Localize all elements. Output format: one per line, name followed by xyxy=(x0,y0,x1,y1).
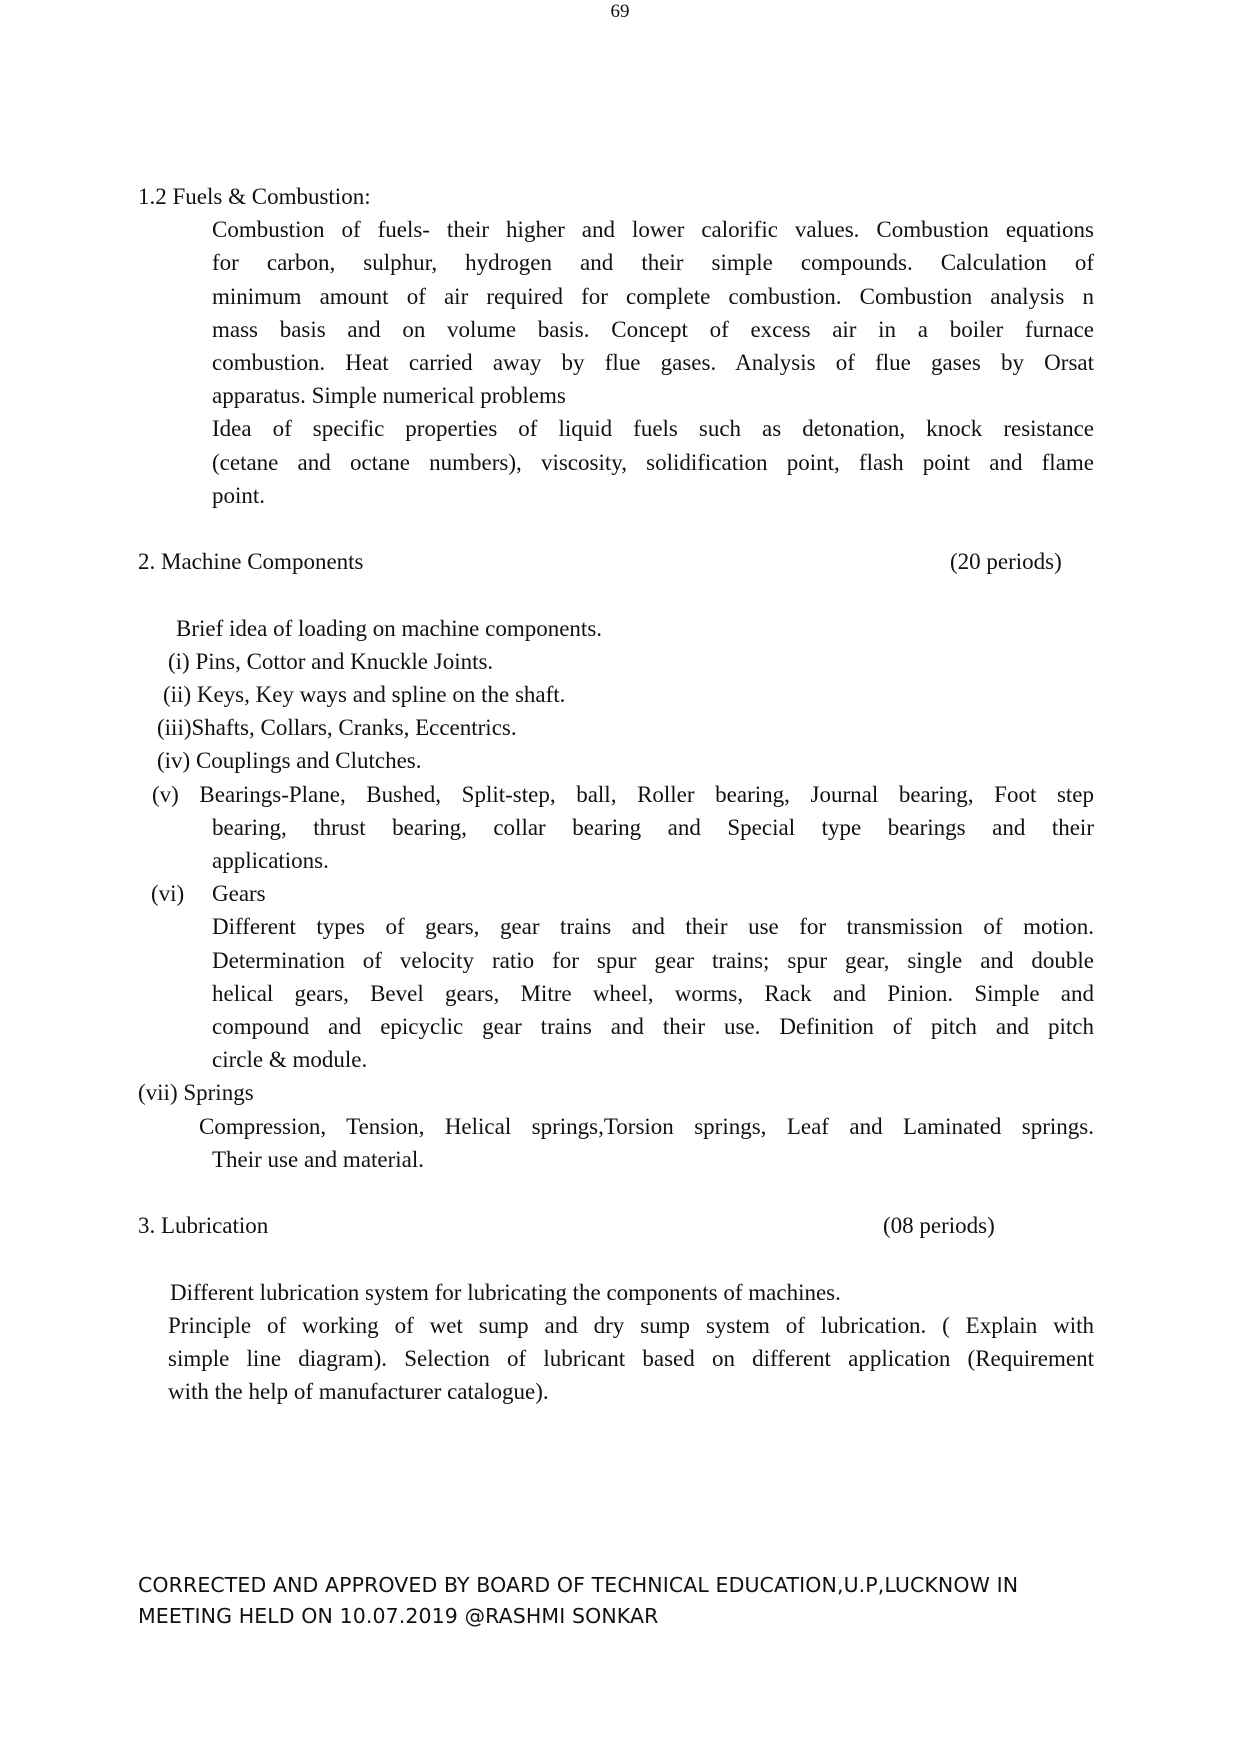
section-heading-machine xyxy=(0,545,1240,578)
section-heading-lubrication xyxy=(0,1209,1240,1242)
footer-line: CORRECTED AND APPROVED BY BOARD OF TECHNICAL EDUCATION,U.P,LUCKNOW IN xyxy=(138,1573,1019,1597)
list-item-ii: (ii) Keys, Key ways and spline on the shaft. xyxy=(163,682,566,707)
paragraph-line: compound and epicyclic gear trains and their use. Definition of pitch and pitch xyxy=(212,1014,1094,1040)
paragraph-line: Idea of specific properties of liquid fuels such as detonation, knock resistance xyxy=(212,416,1094,442)
paragraph-line: Different types of gears, gear trains and their use for transmission of motion. xyxy=(212,914,1094,940)
paragraph-line: bearing, thrust bearing, collar bearing and Special type bearings and their xyxy=(212,814,1094,840)
list-item-vi xyxy=(0,877,1240,910)
paragraph-line: with the help of manufacturer catalogue). xyxy=(168,1379,549,1405)
fuels-paragraph xyxy=(212,213,1094,512)
page-number: 69 xyxy=(610,1,630,22)
list-item-i: (i) Pins, Cottor and Knuckle Joints. xyxy=(168,648,494,674)
syllabus-content xyxy=(0,180,1240,1408)
paragraph-line: simple line diagram). Selection of lubricant based on different application (Requirement xyxy=(168,1346,1094,1371)
springs-line: Their use and material. xyxy=(212,1146,425,1172)
list-item-v-continuation xyxy=(212,811,1094,877)
list-item-vi-label: (vi) xyxy=(151,881,185,907)
paragraph-line: mass basis and on volume basis. Concept of excess air in a boiler furnace xyxy=(212,316,1094,342)
machine-intro: Brief idea of loading on machine components. xyxy=(176,615,603,641)
approval-footer xyxy=(138,1570,1018,1632)
paragraph-line: combustion. Heat carried away by flue gases. Analysis of flue gases by Orsat xyxy=(212,350,1094,376)
paragraph-line: Principle of working of wet sump and dry sump system of lubrication. ( Explain with xyxy=(168,1312,1094,1338)
paragraph-line: (cetane and octane numbers), viscosity, solidification point, flash point and flame xyxy=(212,449,1094,475)
paragraph-line: minimum amount of air required for complete combustion. Combustion analysis n xyxy=(212,283,1094,309)
paragraph-line: applications. xyxy=(212,848,329,874)
list-item-iv: (iv) Couplings and Clutches. xyxy=(157,748,422,774)
list-item-iii: (iii)Shafts, Collars, Cranks, Eccentrics. xyxy=(157,715,517,741)
section-title: 2. Machine Components xyxy=(138,549,364,575)
list-item-vii: (vii) Springs xyxy=(138,1080,254,1106)
section-heading-fuels: 1.2 Fuels & Combustion: xyxy=(138,184,371,209)
paragraph-line: helical gears, Bevel gears, Mitre wheel, worms, Rack and Pinion. Simple and xyxy=(212,980,1094,1006)
paragraph-line: for carbon, sulphur, hydrogen and their simple compounds. Calculation of xyxy=(212,250,1094,276)
gears-paragraph xyxy=(212,910,1094,1076)
paragraph-line: circle & module. xyxy=(212,1047,368,1073)
periods-label: (08 periods) xyxy=(883,1213,995,1239)
periods-label: (20 periods) xyxy=(950,549,1062,575)
list-item-v: (v) Bearings-Plane, Bushed, Split-step, ball, Roller bearing, Journal bearing, Foot step xyxy=(152,781,1094,807)
list-item-vi-title: Gears xyxy=(212,881,266,907)
paragraph-line: Different lubrication system for lubricating the components of machines. xyxy=(170,1279,841,1305)
springs-line: Compression, Tension, Helical springs,Torsion springs, Leaf and Laminated springs. xyxy=(199,1113,1094,1139)
paragraph-line: apparatus. Simple numerical problems xyxy=(212,383,566,409)
paragraph-line: Determination of velocity ratio for spur gear trains; spur gear, single and double xyxy=(212,947,1094,973)
paragraph-line: Combustion of fuels- their higher and lower calorific values. Combustion equations xyxy=(212,217,1094,243)
section-title: 3. Lubrication xyxy=(138,1213,269,1239)
lubrication-paragraph xyxy=(168,1309,1094,1409)
footer-line: MEETING HELD ON 10.07.2019 @RASHMI SONKAR xyxy=(138,1604,659,1628)
paragraph-line: point. xyxy=(212,482,266,508)
